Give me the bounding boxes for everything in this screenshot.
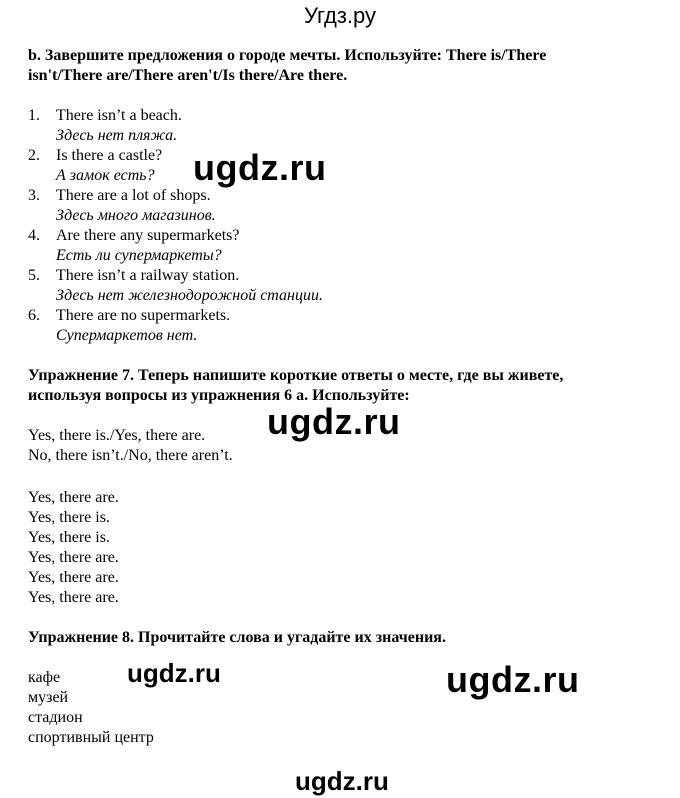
watermark: ugdz.ru bbox=[193, 147, 327, 188]
item-number: 3. bbox=[28, 187, 40, 204]
item-english: Are there any supermarkets? bbox=[56, 227, 240, 244]
exercise7-heading-line2: используя вопросы из упражнения 6 а. Используйте: bbox=[28, 387, 410, 404]
word-item: стадион bbox=[28, 709, 83, 726]
word-item: музей bbox=[28, 689, 69, 706]
item-russian: Здесь нет железнодорожной станции. bbox=[56, 287, 323, 304]
word-item: спортивный центр bbox=[28, 729, 154, 746]
list-item bbox=[28, 226, 239, 246]
list-item bbox=[28, 146, 162, 166]
item-english: There isn’t a railway station. bbox=[56, 267, 240, 284]
item-number: 4. bbox=[28, 227, 40, 244]
answer-line: Yes, there are. bbox=[28, 489, 119, 506]
item-english: There are a lot of shops. bbox=[56, 187, 211, 204]
exercise8-heading: Упражнение 8. Прочитайте слова и угадайте их значения. bbox=[28, 629, 446, 646]
item-number: 5. bbox=[28, 267, 40, 284]
item-number: 6. bbox=[28, 307, 40, 324]
exercise7-use-line1: Yes, there is./Yes, there are. bbox=[28, 427, 206, 444]
item-number: 2. bbox=[28, 147, 40, 164]
exercise7-use-line2: No, there isn’t./No, there aren’t. bbox=[28, 447, 233, 464]
item-english: There isn’t a beach. bbox=[56, 107, 182, 124]
item-russian: Здесь много магазинов. bbox=[56, 207, 216, 224]
item-russian: Супермаркетов нет. bbox=[56, 327, 198, 344]
item-number: 1. bbox=[28, 107, 40, 124]
watermark: ugdz.ru bbox=[127, 658, 221, 688]
answer-line: Yes, there is. bbox=[28, 529, 110, 546]
item-english: There are no supermarkets. bbox=[56, 307, 231, 324]
watermark: ugdz.ru bbox=[295, 766, 389, 796]
list-item bbox=[28, 186, 211, 206]
watermark: ugdz.ru bbox=[267, 401, 401, 442]
list-item bbox=[28, 306, 230, 326]
answer-line: Yes, there are. bbox=[28, 549, 119, 566]
word-item: кафе bbox=[28, 669, 61, 686]
item-russian: Есть ли супермаркеты? bbox=[56, 247, 222, 264]
watermark: ugdz.ru bbox=[446, 659, 580, 700]
item-english: Is there a castle? bbox=[56, 147, 163, 164]
answer-line: Yes, there are. bbox=[28, 569, 119, 586]
list-item bbox=[28, 266, 239, 286]
exercise7-heading-line1: Упражнение 7. Теперь напишите короткие ответы о месте, где вы живете, bbox=[28, 367, 564, 384]
item-russian: Здесь нет пляжа. bbox=[56, 127, 178, 144]
task-b-heading-line2: isn't/There are/There aren't/Is there/Are there. bbox=[28, 67, 348, 84]
answer-line: Yes, there are. bbox=[28, 589, 119, 606]
site-title: Угдз.ру bbox=[303, 3, 377, 28]
task-b-heading-line1: b. Завершите предложения о городе мечты. Используйте: There is/There bbox=[28, 47, 547, 64]
item-russian: А замок есть? bbox=[56, 167, 155, 184]
answer-line: Yes, there is. bbox=[28, 509, 110, 526]
list-item bbox=[28, 106, 182, 126]
